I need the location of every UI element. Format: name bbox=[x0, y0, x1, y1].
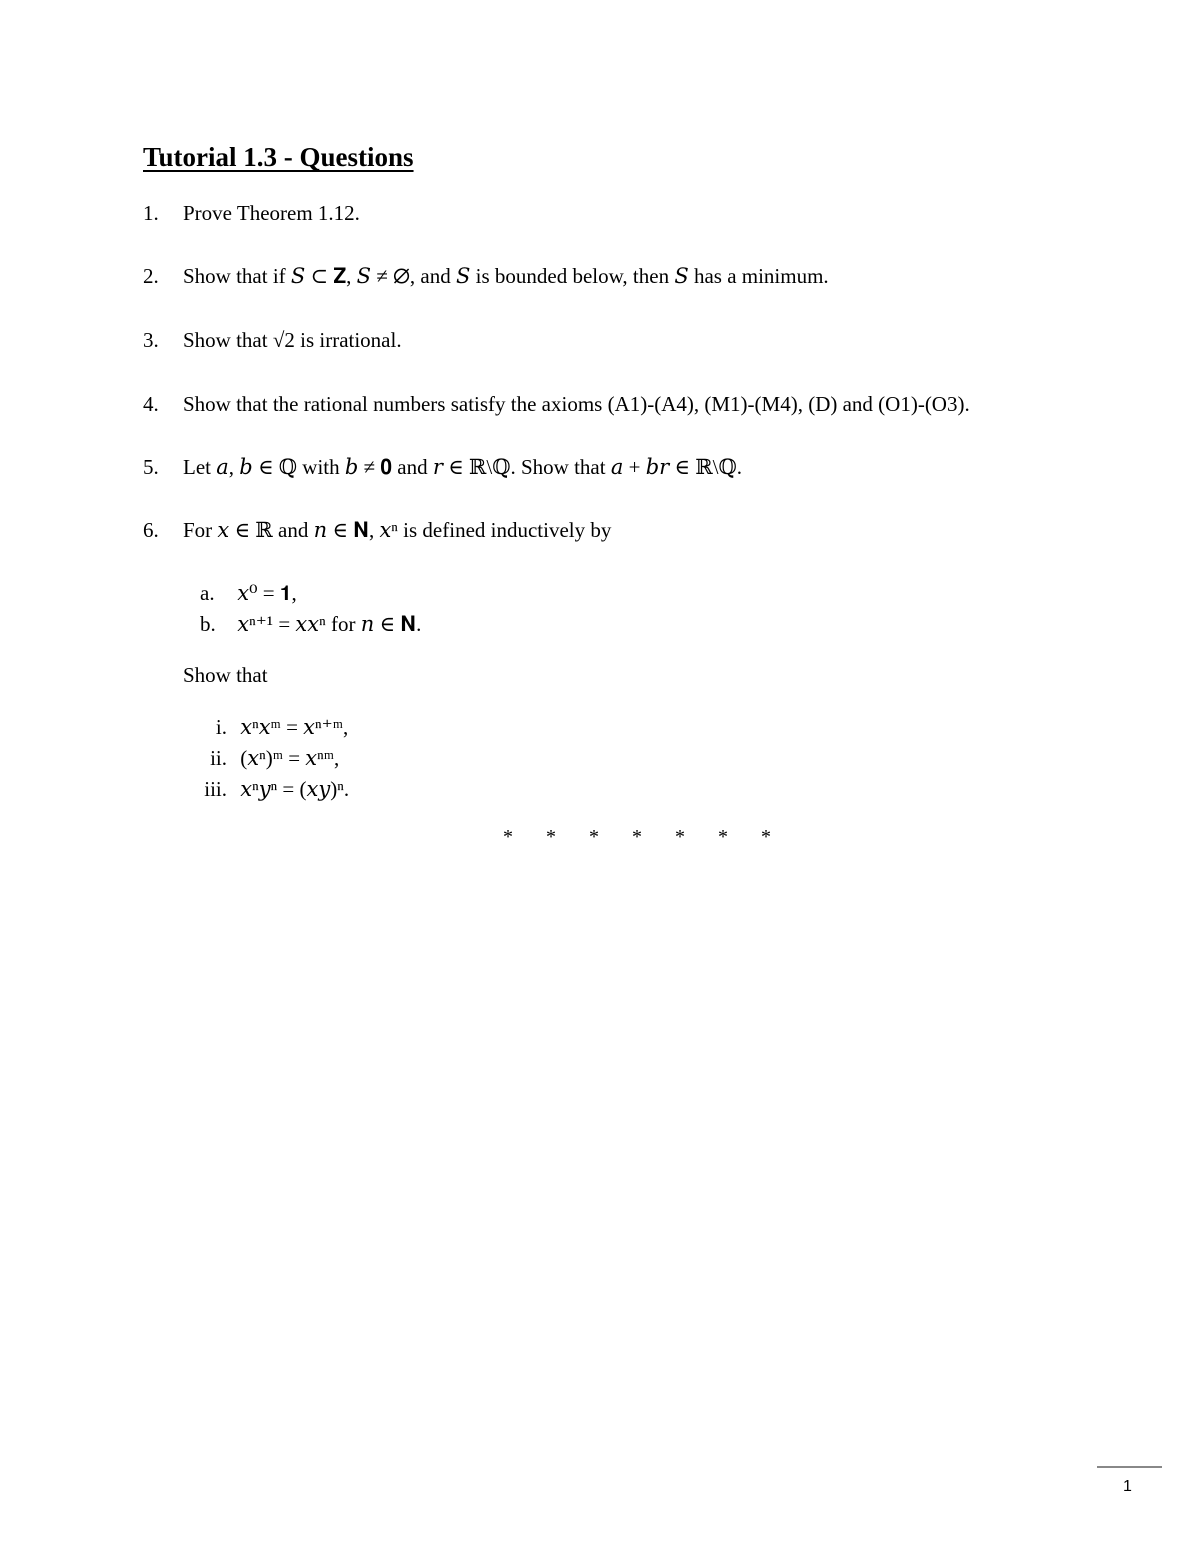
question-text: Prove Theorem 1.12. bbox=[183, 201, 360, 225]
definition-label: a. bbox=[200, 581, 215, 605]
question-text: Let 𝑎, 𝑏 ∈ ℚ with 𝑏 ≠ 𝟎 and 𝑟 ∈ ℝ\ℚ. Show that 𝑎 + 𝑏𝑟 ∈ ℝ\ℚ. bbox=[183, 455, 743, 479]
question-number: 1. bbox=[143, 201, 159, 225]
claim-text: (𝑥ⁿ)ᵐ = 𝑥ⁿᵐ, bbox=[240, 746, 340, 770]
question-text: Show that if 𝑆 ⊂ 𝐙, 𝑆 ≠ ∅, and 𝑆 is bounded below, then 𝑆 has a minimum. bbox=[183, 264, 829, 288]
definition-label: b. bbox=[200, 612, 216, 636]
question-number: 4. bbox=[143, 392, 159, 416]
question-text: Show that the rational numbers satisfy the axioms (A1)-(A4), (M1)-(M4), (D) and (O1)-(O3). bbox=[183, 392, 970, 416]
question-2 bbox=[143, 263, 829, 289]
claim-label: iii. bbox=[204, 777, 227, 801]
question-number: 2. bbox=[143, 264, 159, 288]
question-text: For 𝑥 ∈ ℝ and 𝑛 ∈ 𝐍, 𝑥ⁿ is defined inductively by bbox=[183, 518, 612, 542]
question-number: 6. bbox=[143, 518, 159, 542]
question-number: 5. bbox=[143, 455, 159, 479]
definition-text: 𝑥⁰ = 𝟏, bbox=[237, 581, 297, 605]
claim-label: i. bbox=[215, 715, 227, 739]
question-4 bbox=[143, 391, 970, 417]
question-5 bbox=[143, 454, 742, 480]
claim-text: 𝑥ⁿ𝑦ⁿ = (𝑥𝑦)ⁿ. bbox=[240, 777, 350, 801]
question-text: Show that √2 is irrational. bbox=[183, 328, 402, 352]
claim-label: ii. bbox=[210, 746, 227, 770]
show-that-label: Show that bbox=[183, 663, 268, 687]
page-title: Tutorial 1.3 - Questions bbox=[143, 142, 414, 172]
definition-text: 𝑥ⁿ⁺¹ = 𝑥𝑥ⁿ for 𝑛 ∈ 𝐍. bbox=[237, 612, 422, 636]
claim-item bbox=[195, 714, 348, 740]
question-3 bbox=[143, 327, 402, 353]
claim-item bbox=[195, 776, 349, 802]
claim-item bbox=[195, 745, 339, 771]
claim-text: 𝑥ⁿ𝑥ᵐ = 𝑥ⁿ⁺ᵐ, bbox=[240, 715, 349, 739]
footer-rule bbox=[1097, 1466, 1162, 1468]
question-number: 3. bbox=[143, 328, 159, 352]
section-separator: * * * * * * * bbox=[503, 826, 785, 848]
page-number: 1 bbox=[1123, 1478, 1132, 1495]
definition-item bbox=[200, 580, 297, 606]
definition-item bbox=[200, 611, 421, 637]
question-6 bbox=[143, 517, 611, 543]
question-1 bbox=[143, 200, 360, 226]
